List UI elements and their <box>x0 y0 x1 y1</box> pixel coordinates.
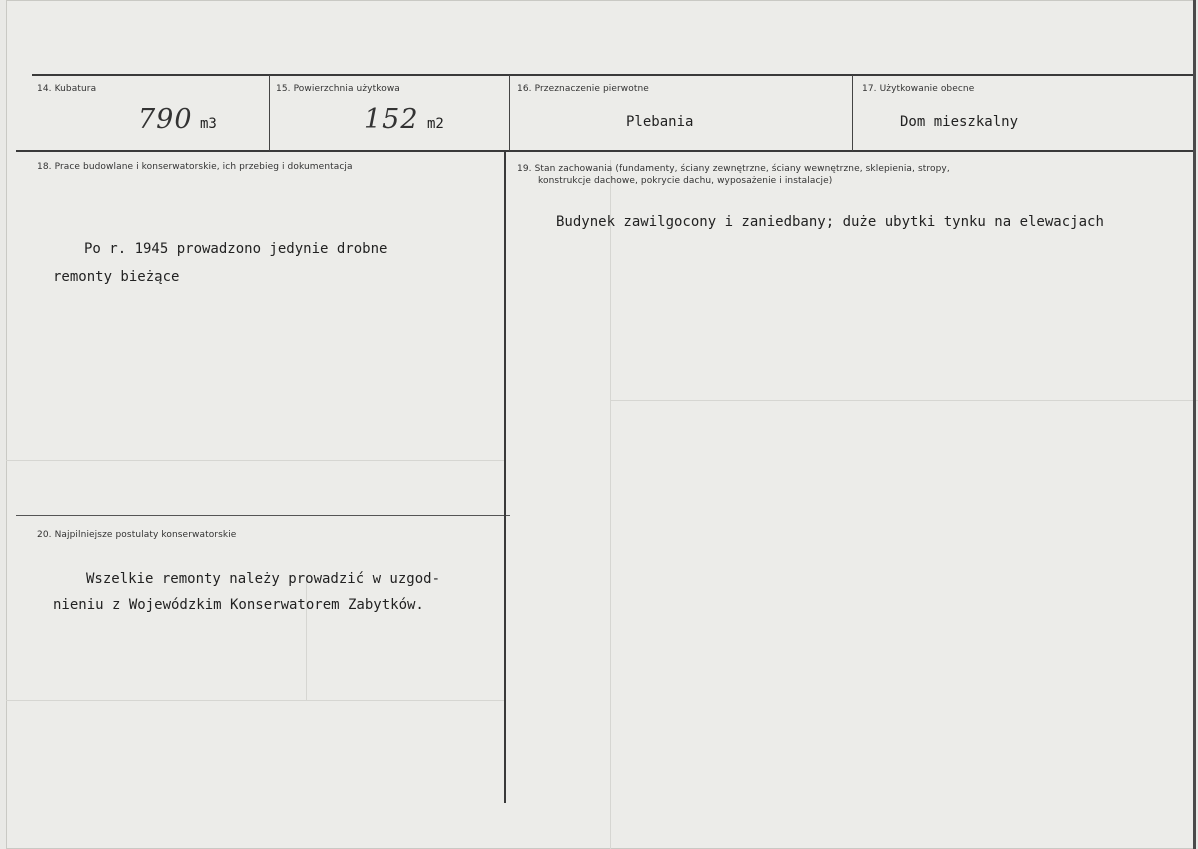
field14-value: 790 <box>138 104 193 135</box>
field18-text-line2: remonty bieżące <box>53 269 180 285</box>
field14-label: 14. Kubatura <box>37 84 97 94</box>
field17-value: Dom mieszkalny <box>900 114 1019 130</box>
ghost-line <box>610 400 1198 401</box>
ghost-line <box>610 160 611 849</box>
field18-text-line1: Po r. 1945 prowadzono jedynie drobne <box>84 241 388 257</box>
field15-value: 152 <box>364 104 419 135</box>
field19-label-line1: 19. Stan zachowania (fundamenty, ściany zewnętrzne, ściany wewnętrzne, sklepienia, stropy, <box>517 164 950 174</box>
field16-value: Plebania <box>626 114 694 130</box>
field17-label: 17. Użytkowanie obecne <box>862 84 975 94</box>
divider-15-16 <box>509 75 510 151</box>
field19-label-line2: konstrukcje dachowe, pokrycie dachu, wyposażenie i instalacje) <box>538 176 833 186</box>
field15-unit: m2 <box>427 116 444 132</box>
card-edge <box>1193 0 1196 849</box>
ghost-line <box>6 460 506 461</box>
field16-label: 16. Przeznaczenie pierwotne <box>517 84 649 94</box>
top-rule <box>32 74 1194 76</box>
row1-bottom-rule <box>16 150 1194 152</box>
field20-label: 20. Najpilniejsze postulaty konserwatorskie <box>37 530 237 540</box>
divider-16-17 <box>852 75 853 151</box>
field18-label: 18. Prace budowlane i konserwatorskie, ich przebieg i dokumentacja <box>37 162 353 172</box>
field20-text-line1: Wszelkie remonty należy prowadzić w uzgod- <box>86 571 441 587</box>
main-column-divider <box>504 151 506 803</box>
section18-bottom-rule <box>16 515 510 516</box>
field20-text-line2: nieniu z Wojewódzkim Konserwatorem Zabytków. <box>53 597 424 613</box>
divider-14-15 <box>269 75 270 151</box>
record-card <box>6 0 1196 849</box>
field19-text: Budynek zawilgocony i zaniedbany; duże ubytki tynku na elewacjach <box>556 214 1104 230</box>
field14-unit: m3 <box>200 116 217 132</box>
field15-label: 15. Powierzchnia użytkowa <box>276 84 400 94</box>
ghost-line <box>6 700 506 701</box>
